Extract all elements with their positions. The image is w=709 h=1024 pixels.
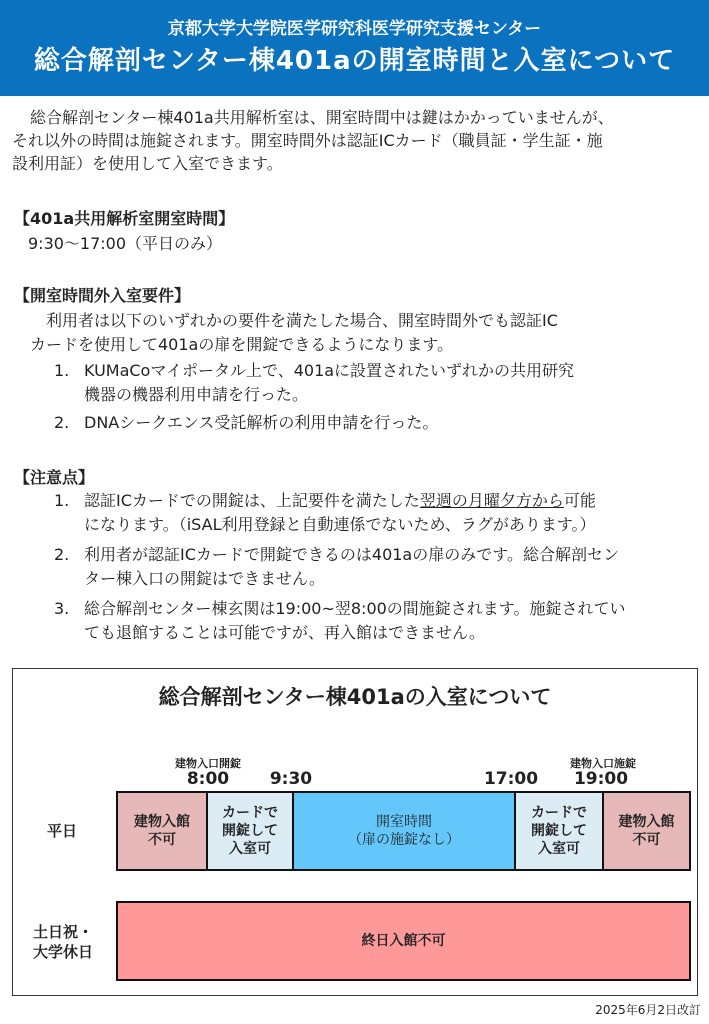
weekday-card-after: カードで 開錠して 入室可 [514,793,602,869]
holiday-closed-all-day: 終日入館不可 [118,903,689,979]
note-text-part: 認証ICカードでの開錠は、上記要件を満たした [84,491,420,510]
figure-title: 総合解剖センター棟401aの入室について [158,685,552,709]
requirement-item-2 [54,411,694,435]
requirement-item-1 [54,359,694,407]
requirements-heading: 【開室時間外入室要件】 [14,286,191,305]
lock-label: 建物入口施錠 [570,757,636,770]
intro-line-2: それ以外の時間は施錠されます。開室時間外は認証ICカード（職員証・学生証・施 [12,131,603,150]
intro-line-1: 総合解剖センター棟401a共用解析室は、開室時間中は鍵はかかっていませんが、 [30,108,614,127]
requirement-text: DNAシークエンス受託解析の利用申請を行った。 [84,413,439,432]
weekday-closed-before: 建物入館 不可 [118,793,206,869]
time-19-00: 19:00 [573,769,629,789]
note-text-part: 可能 [563,491,596,510]
weekday-card-before: カードで 開錠して 入室可 [206,793,292,869]
note-num: 3. [54,599,70,618]
note-text: 利用者が認証ICカードで開錠できるのは401aの扉のみです。総合解剖セン [84,545,619,564]
weekday-bar [116,791,691,871]
intro-line-3: 設利用証）を使用して入室できます。 [12,154,283,173]
entry-schedule-figure [12,668,698,996]
hours-text: 9:30～17:00（平日のみ） [28,234,223,253]
note-text: になります。（iSAL利用登録と自動連係でないため、ラグがあります。） [84,515,596,534]
note-num: 2. [54,545,70,564]
page-title: 総合解剖センター棟401aの開室時間と入室について [33,46,676,76]
time-8-00: 8:00 [186,769,230,789]
notes-heading: 【注意点】 [14,468,95,487]
note-text: 総合解剖センター棟玄関は19:00~翌8:00の間施錠されます。施錠されてい [84,599,626,618]
hours-heading: 【401a共用解析室開室時間】 [14,209,235,228]
note-text: ても退館することは可能ですが、再入館はできません。 [84,623,485,642]
requirement-num: 1. [54,361,70,380]
holiday-label: 土日祝・ 大学休日 [32,923,93,961]
unlock-label: 建物入口開錠 [175,757,241,770]
note-item-3 [54,597,704,645]
note-num: 1. [54,491,70,510]
requirements-intro-1: 利用者は以下のいずれかの要件を満たした場合、開室時間外でも認証IC [46,311,558,330]
note-underlined-text: 翌週の月曜夕方から [419,491,564,510]
note-text: ター棟入口の開錠はできません。 [84,569,325,588]
time-17-00: 17:00 [483,769,539,789]
note-item-2 [54,543,704,591]
revision-date: 2025年6月2日改訂 [595,1003,701,1017]
requirement-text: 機器の機器利用申請を行った。 [84,385,309,404]
weekday-closed-after: 建物入館 不可 [602,793,689,869]
header-banner [0,0,709,96]
header-subtitle: 京都大学大学院医学研究科医学研究支援センター [167,19,542,39]
note-item-1 [54,489,704,537]
holiday-bar [116,901,691,981]
note-text [84,489,596,512]
time-9-30: 9:30 [269,769,313,789]
requirements-intro-2: カードを使用して401aの扉を開錠できるようになります。 [30,335,454,354]
weekday-open-hours: 開室時間 （扉の施錠なし） [292,793,514,869]
requirement-num: 2. [54,413,70,432]
weekday-label: 平日 [46,822,77,840]
requirement-text: KUMaCoマイポータル上で、401aに設置されたいずれかの共用研究 [84,361,575,380]
